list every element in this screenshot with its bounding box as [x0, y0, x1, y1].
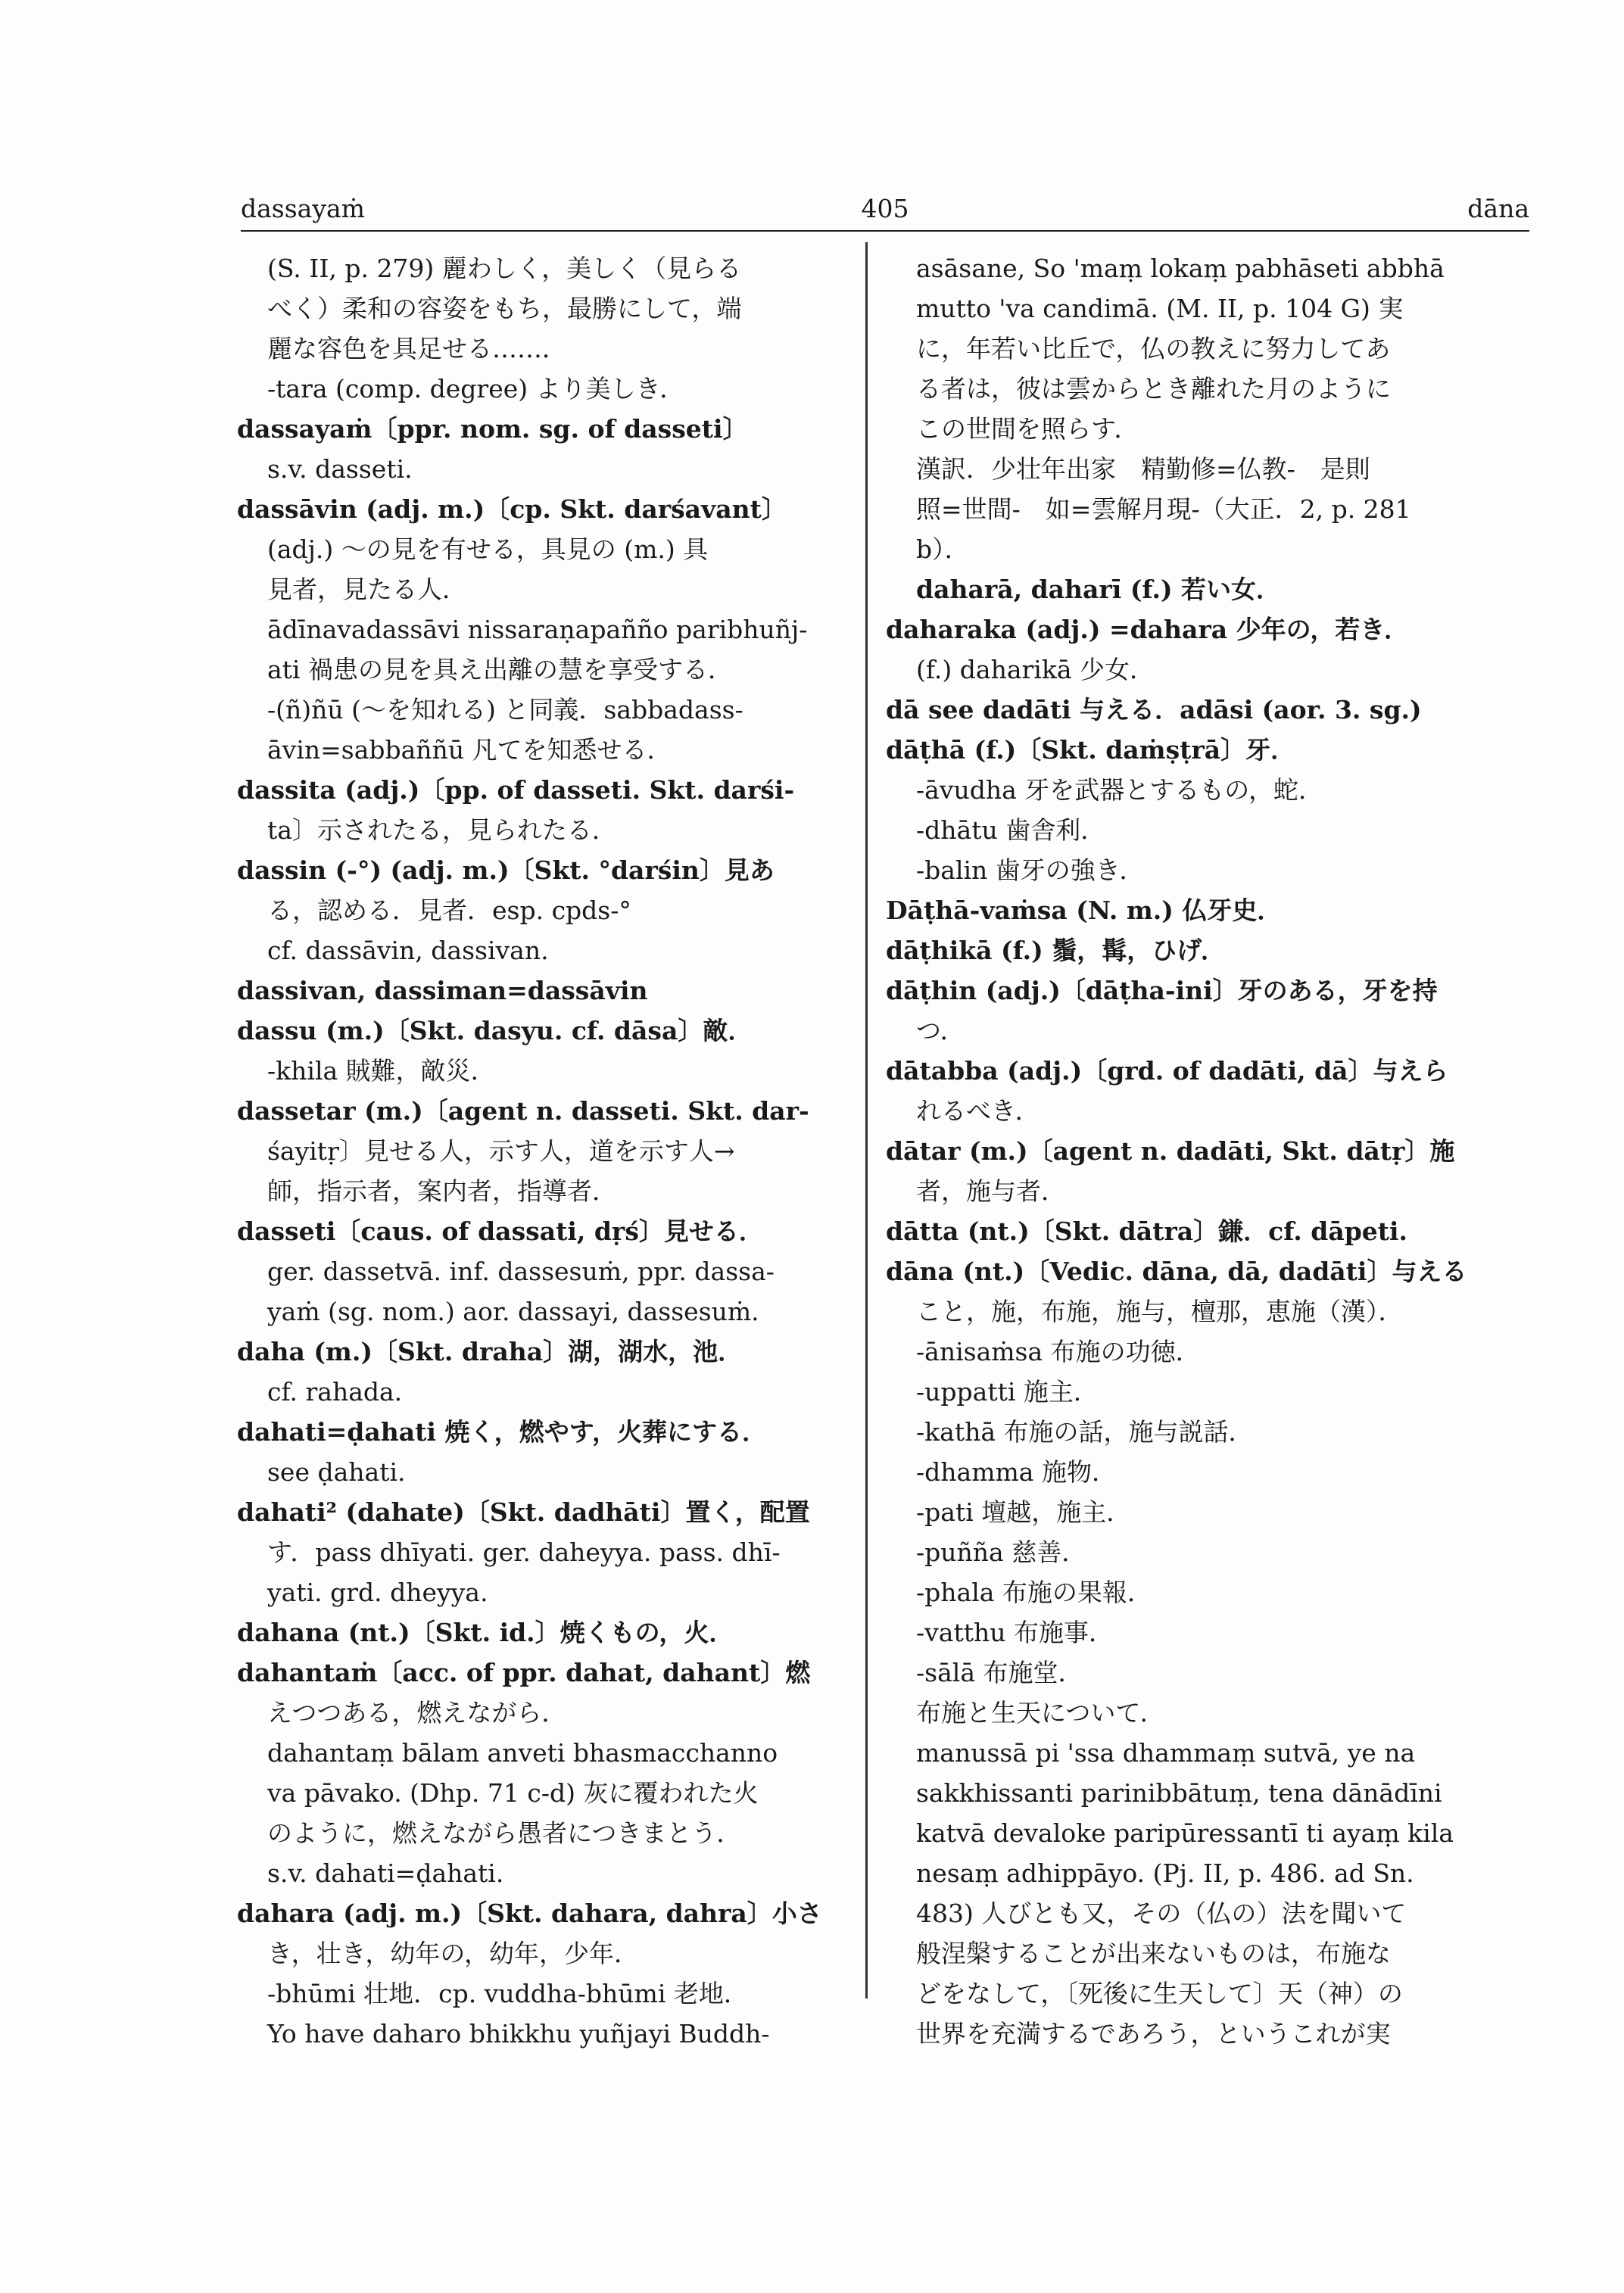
entry-text-line: āvin=sabbaññū 凡てを知悉せる． [267, 735, 672, 765]
entry-headword-line: dassāvin (adj. m.)〔cp. Skt. darśavant〕 [237, 494, 787, 524]
entry-text-line: る，認める．見者．esp. cpds-° [267, 896, 631, 925]
entry-headword-line: dassayaṁ〔ppr. nom. sg. of dasseti〕 [237, 414, 748, 444]
entry-headword-line: dassin (-°) (adj. m.)〔Skt. °darśin〕見あ [237, 855, 775, 885]
entry-headword-line: dātar (m.)〔agent n. dadāti, Skt. dātṛ〕施 [886, 1136, 1455, 1166]
entry-text-line: (S. II, p. 279) 麗わしく，美しく（見らる [267, 254, 742, 283]
header-rule [241, 230, 1529, 232]
entry-headword-line: daha (m.)〔Skt. draha〕湖，湖水，池． [237, 1337, 743, 1366]
entry-text-line: 世界を充満するであろう，というこれが実 [916, 2019, 1391, 2048]
entry-text-line: つ． [916, 1016, 965, 1045]
entry-text-line: 麗な容色を具足せる……． [267, 334, 567, 363]
entry-text-line: 見者，見たる人． [267, 575, 467, 604]
entry-headword-line: dassetar (m.)〔agent n. dasseti. Skt. dar- [237, 1096, 809, 1126]
entry-text-line: す．pass dhīyati. ger. daheyya. pass. dhī- [267, 1537, 781, 1567]
entry-text-line: cf. dassāvin, dassivan. [267, 936, 549, 965]
entry-text-line: nesaṃ adhippāyo. (Pj. II, p. 486. ad Sn. [916, 1858, 1414, 1888]
entry-text-line: yati. grd. dheyya. [267, 1578, 488, 1607]
entry-text-line: き，壮き，幼年の，幼年，少年． [267, 1939, 640, 1968]
entry-headword-line: dā see dadāti 与える．adāsi (aor. 3. sg.) [886, 695, 1422, 724]
entry-headword-line: dāṭhin (adj.)〔dāṭha-ini〕牙のある，牙を持 [886, 976, 1438, 1005]
entry-headword-line: dahara (adj. m.)〔Skt. dahara, dahra〕小さ [237, 1899, 822, 1928]
entry-text-line: 者，施与者． [916, 1176, 1066, 1206]
entry-text-line: ta〕示されたる，見られたる． [267, 815, 617, 845]
entry-headword-line: dahana (nt.)〔Skt. id.〕焼くもの，火． [237, 1618, 734, 1647]
entry-text-line: katvā devaloke paripūressantī ti ayaṃ kila [916, 1818, 1454, 1848]
entry-text-line: ati 禍患の見を具え出離の慧を享受する． [267, 655, 733, 684]
entry-text-line: -dhamma 施物． [916, 1457, 1117, 1487]
entry-text-line: asāsane, So 'maṃ lokaṃ pabhāseti abbhā [916, 254, 1445, 283]
entry-text-line: śayitṛ〕見せる人，示す人，道を示す人→ [267, 1136, 735, 1166]
entry-headword-line: dāna (nt.)〔Vedic. dāna, dā, dadāti〕与える [886, 1257, 1467, 1286]
entry-text-line: -(ñ)ñū (～を知れる) と同義．sabbadass- [267, 695, 743, 724]
entry-headword-line: daharā, daharī (f.) 若い女． [916, 575, 1282, 604]
entry-text-line: -kathā 布施の話，施与説話． [916, 1417, 1254, 1447]
entry-text-line: -dhātu 歯舎利． [916, 815, 1106, 845]
entry-headword-line: daharaka (adj.) =dahara 少年の，若き． [886, 615, 1410, 644]
entry-text-line: 照=世間- 如=雲解月現-（大正．2, p. 281 [916, 494, 1411, 524]
entry-text-line: -ānisaṁsa 布施の功徳． [916, 1337, 1201, 1366]
entry-text-line: s.v. dahati=ḍahati. [267, 1858, 504, 1888]
entry-headword-line: dāṭhā (f.)〔Skt. daṁṣṭrā〕牙． [886, 735, 1296, 765]
entry-text-line: この世間を照らす． [916, 414, 1139, 444]
entry-text-line: s.v. dasseti. [267, 454, 413, 484]
entry-text-line: -bhūmi 壮地．cp. vuddha-bhūmi 老地． [267, 1979, 749, 2008]
entry-text-line: -sālā 布施堂． [916, 1658, 1083, 1687]
entry-text-line: -khila 賊難，敵災． [267, 1056, 496, 1086]
entry-text-line: -āvudha 牙を武器とするもの，蛇． [916, 775, 1323, 805]
running-head-right: dāna [1467, 194, 1529, 223]
entry-text-line: えつつある，燃えながら． [267, 1698, 567, 1728]
entry-text-line: る者は，彼は雲からとき離れた月のように [916, 374, 1391, 403]
entry-headword-line: dasseti〔caus. of dassati, dṛś〕見せる． [237, 1217, 764, 1246]
entry-text-line: ādīnavadassāvi nissaraṇapañño paribhuñj- [267, 615, 808, 644]
entry-headword-line: dātta (nt.)〔Skt. dātra〕鎌．cf. dāpeti. [886, 1217, 1408, 1246]
right-column [886, 248, 1507, 2054]
entry-text-line: dahantaṃ bālam anveti bhasmacchanno [267, 1738, 778, 1768]
entry-text-line: -pati 壇越，施主． [916, 1497, 1132, 1527]
entry-text-line: (adj.) ～の見を有せる，具見の (m.) 具 [267, 534, 709, 564]
entry-text-line: cf. rahada. [267, 1377, 403, 1407]
entry-text-line: sakkhissanti parinibbātuṃ, tena dānādīni [916, 1778, 1442, 1808]
left-column [237, 248, 850, 2054]
entry-text-line: こと，施，布施，施与，檀那，恵施（漢）． [916, 1297, 1404, 1326]
entry-headword-line: Dāṭhā-vaṁsa (N. m.) 仏牙史． [886, 896, 1283, 925]
entry-headword-line: dahantaṁ〔acc. of ppr. dahat, dahant〕燃 [237, 1658, 811, 1687]
entry-headword-line: dāṭhikā (f.) 鬚，髯，ひげ． [886, 936, 1226, 965]
entry-text-line: Yo have daharo bhikkhu yuñjayi Buddh- [267, 2019, 770, 2048]
entry-text-line: -vatthu 布施事． [916, 1618, 1114, 1647]
page-number: 405 [861, 194, 909, 223]
entry-text-line: べく）柔和の容姿をもち，最勝にして，端 [267, 294, 742, 323]
entry-headword-line: dassu (m.)〔Skt. dasyu. cf. dāsa〕敵． [237, 1016, 753, 1045]
entry-text-line: b）． [916, 534, 970, 564]
entry-text-line: のように，燃えながら愚者につきまとう． [267, 1818, 742, 1848]
column-divider [865, 242, 868, 1999]
entry-headword-line: dātabba (adj.)〔grd. of dadāti, dā〕与えら [886, 1056, 1448, 1086]
page-header [241, 194, 1529, 230]
entry-headword-line: dassivan, dassiman=dassāvin [237, 976, 648, 1005]
entry-text-line: 師，指示者，案内者，指導者． [267, 1176, 617, 1206]
entry-text-line: 漢訳．少壮年出家 精勤修=仏教- 是則 [916, 454, 1370, 484]
running-head-left: dassayaṁ [241, 194, 365, 223]
entry-text-line: 布施と生天について． [916, 1698, 1165, 1728]
entry-text-line: va pāvako. (Dhp. 71 c-d) 灰に覆われた火 [267, 1778, 759, 1808]
entry-text-line: どをなして，〔死後に生天して〕天（神）の [916, 1979, 1403, 2008]
entry-text-line: -tara (comp. degree) より美しき． [267, 374, 685, 403]
entry-text-line: 483) 人びとも又，その（仏の）法を聞いて [916, 1899, 1407, 1928]
entry-text-line: -puñña 慈善． [916, 1537, 1087, 1567]
entry-headword-line: dahati² (dahate)〔Skt. dadhāti〕置く，配置 [237, 1497, 810, 1527]
entry-text-line: -uppatti 施主． [916, 1377, 1099, 1407]
entry-text-line: manussā pi 'ssa dhammaṃ sutvā, ye na [916, 1738, 1416, 1768]
entry-headword-line: dassita (adj.)〔pp. of dasseti. Skt. darśi- [237, 775, 795, 805]
entry-headword-line: dahati=ḍahati 焼く，燃やす，火葬にする． [237, 1417, 768, 1447]
entry-text-line: ger. dassetvā. inf. dassesuṁ, ppr. dassa- [267, 1257, 775, 1286]
entry-text-line: 般涅槃することが出来ないものは，布施な [916, 1939, 1391, 1968]
entry-text-line: -phala 布施の果報． [916, 1578, 1152, 1607]
entry-text-line: れるべき． [916, 1096, 1040, 1126]
entry-text-line: -balin 歯牙の強き． [916, 855, 1145, 885]
entry-text-line: に，年若い比丘で，仏の教えに努力してあ [916, 334, 1391, 363]
entry-text-line: (f.) daharikā 少女． [916, 655, 1155, 684]
entry-text-line: see ḍahati. [267, 1457, 406, 1487]
entry-text-line: mutto 'va candimā. (M. II, p. 104 G) 実 [916, 294, 1404, 323]
entry-text-line: yaṁ (sg. nom.) aor. dassayi, dassesuṁ. [267, 1297, 759, 1326]
